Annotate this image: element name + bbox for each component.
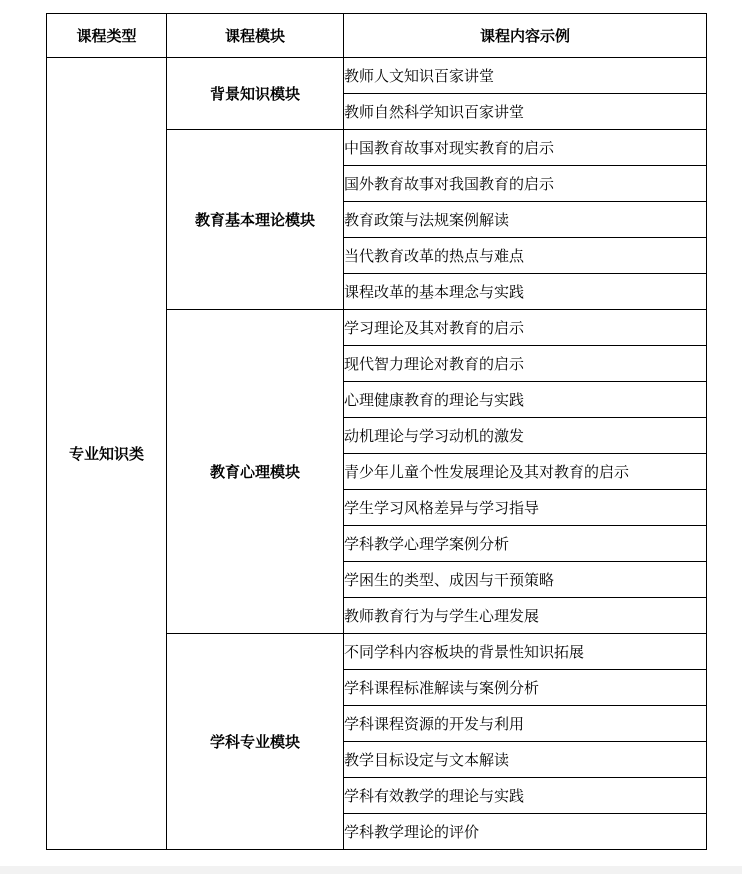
content-cell: 不同学科内容板块的背景性知识拓展 [344,634,707,670]
content-cell: 教师教育行为与学生心理发展 [344,598,707,634]
curriculum-table [46,13,707,850]
content-cell: 学科课程标准解读与案例分析 [344,670,707,706]
content-cell: 学科教学理论的评价 [344,814,707,850]
header-course-type: 课程类型 [47,14,167,58]
course-type-cell: 专业知识类 [47,58,167,850]
content-cell: 动机理论与学习动机的激发 [344,418,707,454]
bottom-strip [0,866,742,874]
content-cell: 现代智力理论对教育的启示 [344,346,707,382]
content-cell: 课程改革的基本理念与实践 [344,274,707,310]
content-cell: 教师人文知识百家讲堂 [344,58,707,94]
content-cell: 教师自然科学知识百家讲堂 [344,94,707,130]
header-course-module: 课程模块 [167,14,344,58]
content-cell: 教育政策与法规案例解读 [344,202,707,238]
content-cell: 当代教育改革的热点与难点 [344,238,707,274]
module-cell: 背景知识模块 [167,58,344,130]
content-cell: 中国教育故事对现实教育的启示 [344,130,707,166]
content-cell: 青少年儿童个性发展理论及其对教育的启示 [344,454,707,490]
module-cell: 学科专业模块 [167,634,344,850]
table-row [47,58,707,94]
table-body [47,58,707,850]
header-row [47,14,707,58]
content-cell: 学科课程资源的开发与利用 [344,706,707,742]
content-cell: 教学目标设定与文本解读 [344,742,707,778]
module-cell: 教育基本理论模块 [167,130,344,310]
content-cell: 学生学习风格差异与学习指导 [344,490,707,526]
header-course-content: 课程内容示例 [344,14,707,58]
module-cell: 教育心理模块 [167,310,344,634]
content-cell: 学科有效教学的理论与实践 [344,778,707,814]
content-cell: 心理健康教育的理论与实践 [344,382,707,418]
content-cell: 国外教育故事对我国教育的启示 [344,166,707,202]
content-cell: 学科教学心理学案例分析 [344,526,707,562]
content-cell: 学困生的类型、成因与干预策略 [344,562,707,598]
content-cell: 学习理论及其对教育的启示 [344,310,707,346]
